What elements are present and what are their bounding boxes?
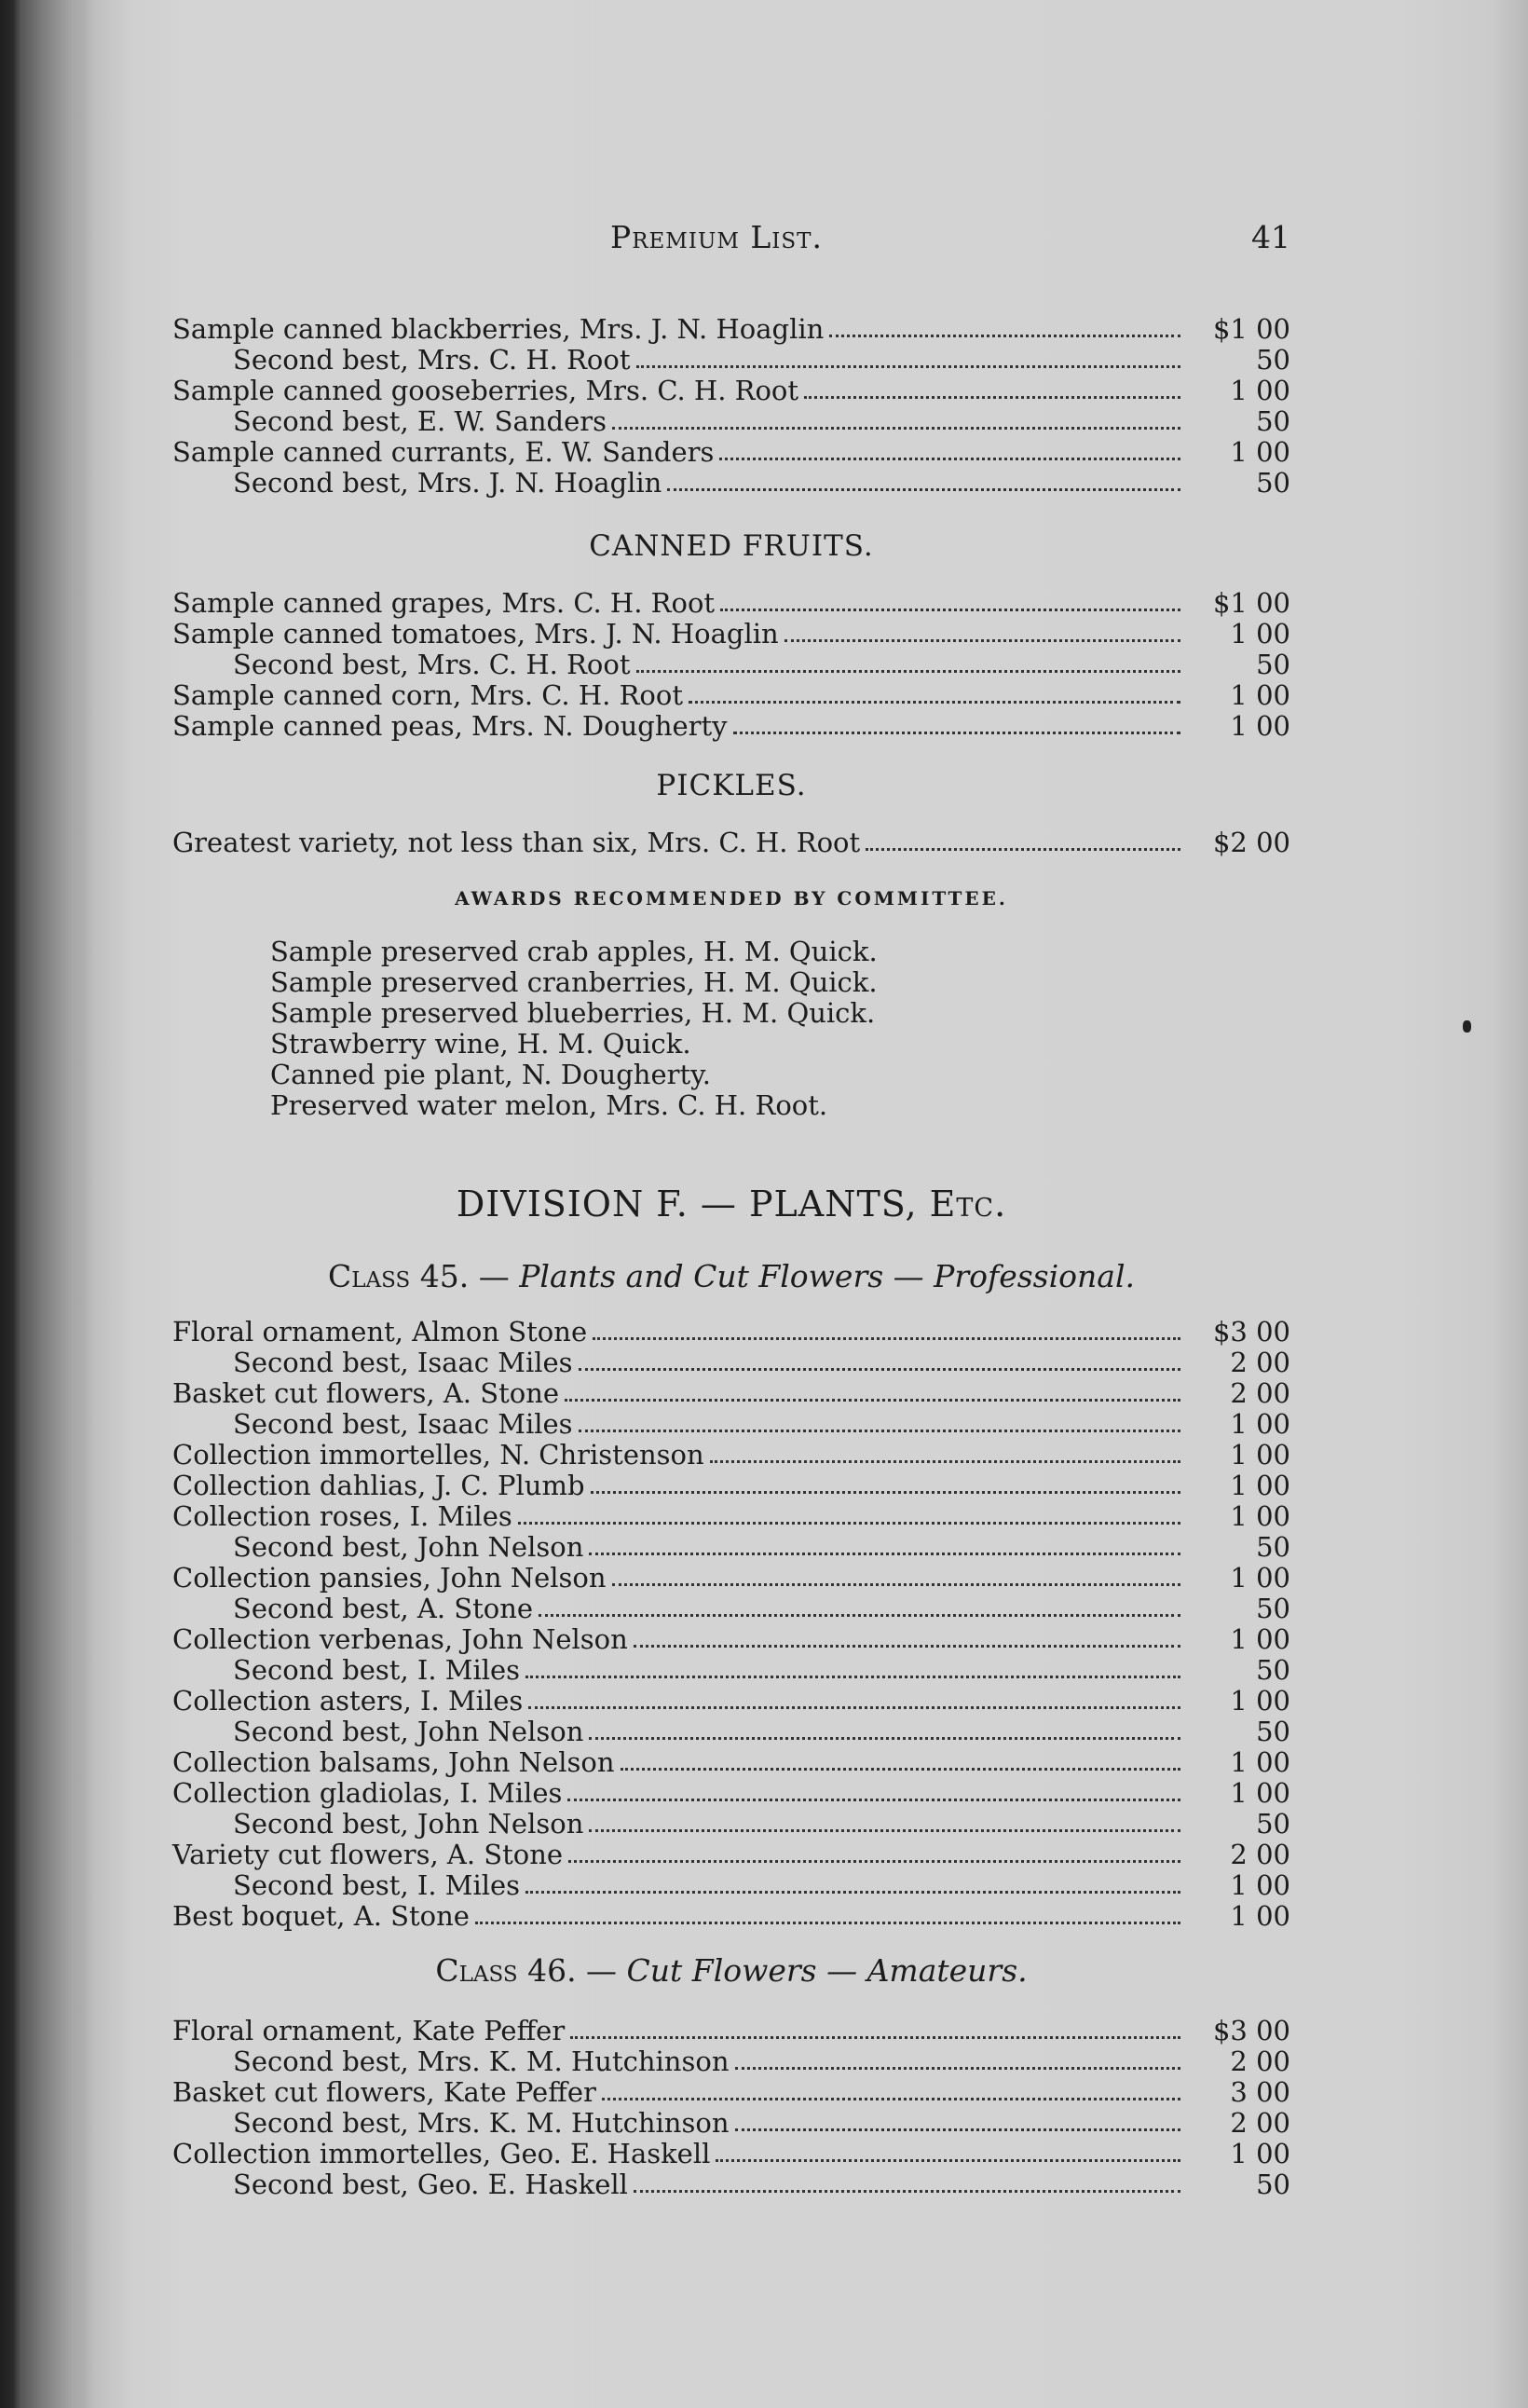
list-item: [172, 650, 1290, 680]
list-item: [172, 2139, 1290, 2169]
list-item: [172, 1378, 1290, 1409]
division-title: DIVISION F. — PLANTS,: [456, 1183, 930, 1225]
dot-leader: [634, 2169, 1180, 2193]
list-item: [172, 1778, 1290, 1809]
dot-leader: [593, 1317, 1180, 1340]
list-item: [172, 2046, 1290, 2077]
class-46-title: Cut Flowers — Amateurs.: [626, 1952, 1028, 1989]
canned-fruits-heading: CANNED FRUITS.: [589, 529, 874, 563]
class-45-heading: [172, 1258, 1290, 1294]
running-title: Premium List.: [610, 219, 823, 255]
entry-amount: 2 00: [1230, 1377, 1290, 1409]
dot-leader: [570, 2016, 1180, 2039]
dot-leader: [621, 1747, 1181, 1771]
entry-amount: 50: [1256, 1593, 1290, 1624]
entry-amount: $1 00: [1212, 313, 1290, 345]
dot-leader: [735, 2046, 1180, 2070]
entry-amount: 50: [1256, 2169, 1290, 2200]
dot-leader: [589, 1532, 1180, 1555]
entry-text: Sample canned blackberries, Mrs. J. N. Hoaglin: [172, 313, 825, 345]
entry-amount: 1 00: [1230, 2138, 1290, 2169]
entry-amount: 50: [1256, 649, 1290, 680]
class-46-list: [172, 2016, 1290, 2200]
entry-text: Collection immortelles, Geo. E. Haskell: [172, 2138, 711, 2169]
award-item: Sample preserved blueberries, H. M. Quick.: [270, 997, 876, 1029]
entry-amount: 50: [1256, 405, 1290, 437]
dot-leader: [667, 468, 1180, 491]
list-item: [172, 314, 1290, 345]
entry-text: Second best, I. Miles: [233, 1869, 521, 1901]
award-item: Strawberry wine, H. M. Quick.: [270, 1028, 691, 1060]
entry-text: Basket cut flowers, A. Stone: [172, 1377, 560, 1409]
class-46-label: Class 46.: [435, 1952, 577, 1989]
canned-fruits-list: [172, 588, 1290, 742]
entry-amount: 1 00: [1230, 436, 1290, 468]
list-item: [172, 1563, 1290, 1594]
entry-text: Floral ornament, Almon Stone: [172, 1316, 588, 1348]
list-item: [172, 828, 1290, 858]
class-45-title: Plants and Cut Flowers — Professional.: [519, 1258, 1135, 1294]
dot-leader: [539, 1594, 1180, 1617]
entry-text: Second best, John Nelson: [233, 1808, 584, 1840]
entry-amount: 2 00: [1230, 1347, 1290, 1378]
entry-text: Second best, Mrs. C. H. Root: [233, 649, 631, 680]
list-item: [172, 468, 1290, 499]
entry-text: Sample canned corn, Mrs. C. H. Root: [172, 679, 683, 711]
dot-leader: [716, 2139, 1180, 2162]
entry-amount: 1 00: [1230, 1623, 1290, 1655]
award-item: Preserved water melon, Mrs. C. H. Root.: [270, 1089, 828, 1121]
dot-leader: [579, 1348, 1180, 1371]
dot-leader: [804, 376, 1180, 399]
list-item: [172, 1809, 1290, 1840]
dot-leader: [829, 314, 1180, 337]
list-item: [172, 1348, 1290, 1378]
class-45-label: Class 45.: [327, 1258, 470, 1294]
list-item: [172, 2108, 1290, 2139]
list-item: [172, 1471, 1290, 1501]
entry-amount: $1 00: [1212, 587, 1290, 619]
entry-text: Collection roses, I. Miles: [172, 1500, 512, 1532]
award-item: Canned pie plant, N. Dougherty.: [270, 1059, 711, 1090]
entry-amount: 1 00: [1230, 1500, 1290, 1532]
entry-amount: 1 00: [1230, 1746, 1290, 1778]
book-binding-shadow: [20, 0, 95, 2408]
entry-amount: 1 00: [1230, 710, 1290, 742]
list-item: [172, 1870, 1290, 1901]
entry-amount: 1 00: [1230, 1900, 1290, 1932]
entry-text: Second best, Isaac Miles: [233, 1347, 573, 1378]
entry-amount: 50: [1256, 1716, 1290, 1747]
entry-amount: 50: [1256, 1531, 1290, 1563]
entry-text: Floral ornament, Kate Peffer: [172, 2015, 566, 2046]
list-item: [172, 711, 1290, 742]
entry-amount: 2 00: [1230, 2107, 1290, 2139]
entry-amount: 1 00: [1230, 1777, 1290, 1809]
dot-leader: [689, 680, 1180, 704]
entry-amount: 1 00: [1230, 1439, 1290, 1471]
award-item: Sample preserved cranberries, H. M. Quick.: [270, 966, 878, 998]
entry-amount: 1 00: [1230, 1869, 1290, 1901]
entry-amount: 1 00: [1230, 618, 1290, 650]
class-46-dash: —: [576, 1952, 627, 1989]
dot-leader: [784, 619, 1180, 642]
dot-leader: [636, 650, 1181, 673]
running-head: [172, 214, 1290, 255]
dot-leader: [634, 1624, 1180, 1648]
entry-amount: 50: [1256, 467, 1290, 499]
entry-text: Second best, Isaac Miles: [233, 1408, 573, 1440]
dot-leader: [720, 588, 1180, 611]
list-item: [172, 2077, 1290, 2108]
entry-text: Sample canned peas, Mrs. N. Dougherty: [172, 710, 728, 742]
list-item: [172, 376, 1290, 406]
entry-amount: 1 00: [1230, 1685, 1290, 1717]
list-item: [172, 1747, 1290, 1778]
list-item: [172, 437, 1290, 468]
dot-leader: [565, 1378, 1180, 1402]
dot-leader: [612, 1563, 1180, 1586]
dot-leader: [589, 1717, 1180, 1740]
class-45-list: [172, 1317, 1290, 1932]
entry-text: Collection pansies, John Nelson: [172, 1562, 607, 1594]
list-item: [172, 406, 1290, 437]
entry-amount: 2 00: [1230, 1839, 1290, 1870]
page-number: 41: [1251, 219, 1290, 255]
entry-text: Second best, I. Miles: [233, 1654, 521, 1686]
list-item: [172, 680, 1290, 711]
division-heading: [172, 1183, 1290, 1225]
class-45-dash: —: [469, 1258, 520, 1294]
entry-text: Sample canned gooseberries, Mrs. C. H. Root: [172, 375, 799, 406]
dot-leader: [602, 2077, 1180, 2100]
entry-amount: 1 00: [1230, 1470, 1290, 1501]
entry-text: Second best, A. Stone: [233, 1593, 534, 1624]
entry-amount: 50: [1256, 344, 1290, 376]
entry-amount: $3 00: [1212, 1316, 1290, 1348]
list-item: [172, 1532, 1290, 1563]
entry-text: Second best, E. W. Sanders: [233, 405, 607, 437]
entry-text: Collection gladiolas, I. Miles: [172, 1777, 563, 1809]
list-item: [172, 1409, 1290, 1440]
list-item: [172, 345, 1290, 376]
pickles-heading: PICKLES.: [656, 769, 807, 802]
entry-text: Basket cut flowers, Kate Peffer: [172, 2076, 596, 2108]
list-item: [172, 1686, 1290, 1717]
list-item: [172, 1901, 1290, 1932]
entry-amount: $3 00: [1212, 2015, 1290, 2046]
dot-leader: [567, 1778, 1180, 1801]
list-item: [172, 2169, 1290, 2200]
list-item: [172, 1501, 1290, 1532]
list-item: [172, 619, 1290, 650]
entry-text: Collection asters, I. Miles: [172, 1685, 524, 1717]
entry-text: Collection balsams, John Nelson: [172, 1746, 615, 1778]
entry-amount: 1 00: [1230, 679, 1290, 711]
dot-leader: [866, 828, 1180, 851]
class-46-heading: [172, 1952, 1290, 1989]
division-etc: Etc.: [929, 1183, 1007, 1225]
pickles-list: [172, 828, 1290, 858]
list-item: [172, 1594, 1290, 1624]
ink-speck: [1463, 1020, 1471, 1033]
dot-leader: [475, 1901, 1180, 1924]
committee-heading: AWARDS RECOMMENDED BY COMMITTEE.: [455, 887, 1008, 910]
entry-amount: 2 00: [1230, 2045, 1290, 2077]
list-item: [172, 2016, 1290, 2046]
committee-awards-list: [270, 937, 878, 1121]
dot-leader: [525, 1655, 1180, 1678]
entry-amount: 1 00: [1230, 375, 1290, 406]
entry-text: Sample canned tomatoes, Mrs. J. N. Hoaglin: [172, 618, 779, 650]
entry-text: Sample canned grapes, Mrs. C. H. Root: [172, 587, 716, 619]
list-item: [172, 1624, 1290, 1655]
dot-leader: [518, 1501, 1180, 1525]
entry-text: Collection verbenas, John Nelson: [172, 1623, 628, 1655]
dot-leader: [733, 711, 1180, 734]
dot-leader: [568, 1840, 1180, 1863]
entry-text: Second best, Mrs. J. N. Hoaglin: [233, 467, 662, 499]
dot-leader: [591, 1471, 1180, 1494]
entry-text: Greatest variety, not less than six, Mrs. C. H. Root: [172, 827, 861, 858]
entry-amount: 50: [1256, 1808, 1290, 1840]
entry-amount: 3 00: [1230, 2076, 1290, 2108]
dot-leader: [528, 1686, 1180, 1709]
list-item: [172, 1440, 1290, 1471]
entry-amount: 1 00: [1230, 1562, 1290, 1594]
entry-text: Sample canned currants, E. W. Sanders: [172, 436, 715, 468]
entry-amount: 50: [1256, 1654, 1290, 1686]
entry-text: Second best, John Nelson: [233, 1716, 584, 1747]
list-item: [172, 1317, 1290, 1348]
top-entries-list: [172, 314, 1290, 499]
entry-text: Collection dahlias, J. C. Plumb: [172, 1470, 585, 1501]
dot-leader: [719, 437, 1180, 460]
entry-text: Best boquet, A. Stone: [172, 1900, 470, 1932]
entry-amount: 1 00: [1230, 1408, 1290, 1440]
entry-text: Variety cut flowers, A. Stone: [172, 1839, 564, 1870]
list-item: [172, 1655, 1290, 1686]
entry-text: Second best, Mrs. K. M. Hutchinson: [233, 2045, 730, 2077]
award-item: Sample preserved crab apples, H. M. Quick.: [270, 936, 878, 967]
list-item: [172, 588, 1290, 619]
entry-text: Second best, Geo. E. Haskell: [233, 2169, 628, 2200]
dot-leader: [636, 345, 1181, 368]
dot-leader: [735, 2108, 1180, 2131]
entry-amount: $2 00: [1212, 827, 1290, 858]
entry-text: Second best, Mrs. K. M. Hutchinson: [233, 2107, 730, 2139]
list-item: [172, 1717, 1290, 1747]
dot-leader: [525, 1870, 1180, 1894]
dot-leader: [589, 1809, 1180, 1832]
entry-text: Second best, John Nelson: [233, 1531, 584, 1563]
dot-leader: [612, 406, 1180, 430]
entry-text: Second best, Mrs. C. H. Root: [233, 344, 631, 376]
dot-leader: [579, 1409, 1180, 1432]
dot-leader: [710, 1440, 1180, 1463]
list-item: [172, 1840, 1290, 1870]
entry-text: Collection immortelles, N. Christenson: [172, 1439, 704, 1471]
